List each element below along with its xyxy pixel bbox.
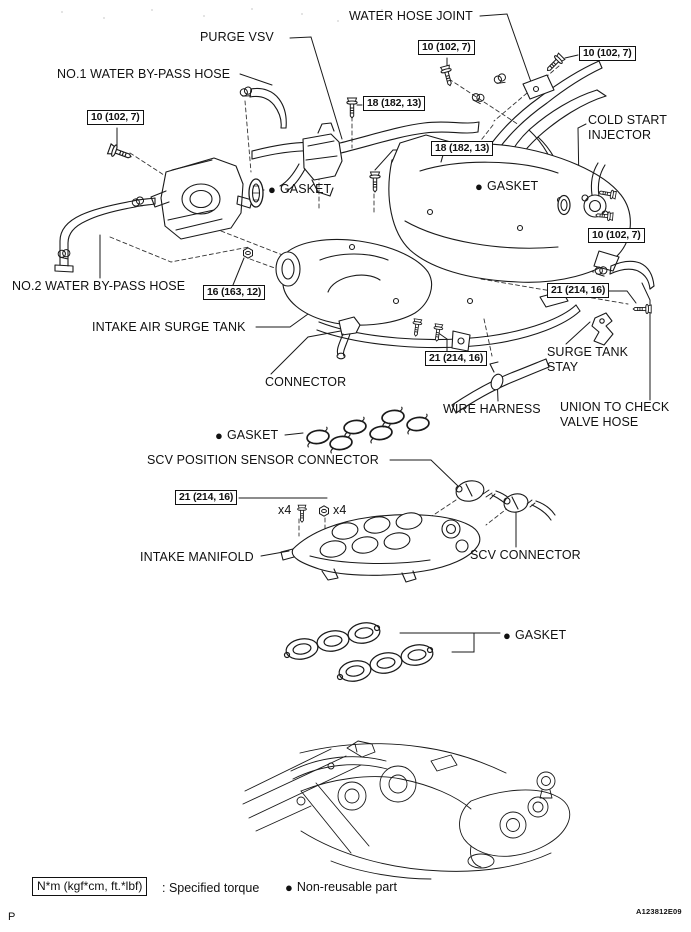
legend-torque-description: : Specified torque (162, 881, 260, 895)
torque-callout-surge-tank-bracket-bolt: 18 (182, 13) (431, 141, 493, 156)
torque-callout-water-joint-bolt-left: 10 (102, 7) (418, 40, 475, 55)
label-water-hose-joint: WATER HOSE JOINT (349, 9, 473, 23)
label-scv-position-sensor-connector: SCV POSITION SENSOR CONNECTOR (147, 453, 379, 467)
torque-callout-surge-tank-nut: 16 (163, 12) (203, 285, 265, 300)
legend-non-reusable-text: Non-reusable part (296, 880, 397, 894)
non-reusable-icon: ● (268, 182, 276, 197)
torque-callout-water-joint-bolt-right: 10 (102, 7) (579, 46, 636, 61)
torque-callout-purge-vsv-bolt: 18 (182, 13) (363, 96, 425, 111)
label-gasket-throttle (268, 182, 331, 197)
figure-code: A123812E09 (636, 907, 682, 916)
label-gasket-cold-start (475, 179, 538, 194)
label-wire-harness: WIRE HARNESS (443, 402, 541, 416)
gasket-label-text: GASKET (279, 182, 332, 196)
legend-non-reusable (285, 880, 397, 895)
torque-callout-intake-manifold-fasteners: 21 (214, 16) (175, 490, 237, 505)
label-nut-quantity-x4: x4 (333, 503, 347, 517)
torque-callout-cold-start-injector-bolt: 10 (102, 7) (588, 228, 645, 243)
label-gasket-orings (215, 428, 278, 443)
torque-callout-throttle-bolt: 10 (102, 7) (87, 110, 144, 125)
torque-callout-surge-tank-bolt: 21 (214, 16) (425, 351, 487, 366)
label-no2-water-bypass-hose: NO.2 WATER BY-PASS HOSE (12, 279, 186, 293)
label-purge-vsv: PURGE VSV (200, 30, 274, 44)
label-no1-water-bypass-hose: NO.1 WATER BY-PASS HOSE (57, 67, 231, 81)
non-reusable-icon: ● (475, 179, 483, 194)
label-union-to-check-valve-hose: UNION TO CHECK VALVE HOSE (560, 400, 670, 429)
legend-torque-unit-box: N*m (kgf*cm, ft.*lbf) (32, 877, 147, 896)
page-marker: P (8, 911, 16, 923)
gasket-label-text: GASKET (486, 179, 539, 193)
label-connector: CONNECTOR (265, 375, 347, 389)
label-intake-manifold: INTAKE MANIFOLD (140, 550, 254, 564)
label-surge-tank-stay: SURGE TANK STAY (547, 345, 629, 374)
gasket-label-text: GASKET (514, 628, 567, 642)
non-reusable-icon: ● (285, 880, 293, 895)
non-reusable-icon: ● (503, 628, 511, 643)
label-cold-start-injector: COLD START INJECTOR (588, 113, 667, 142)
label-gasket-intake-manifold (503, 628, 566, 643)
label-intake-air-surge-tank: INTAKE AIR SURGE TANK (92, 320, 246, 334)
gasket-label-text: GASKET (226, 428, 279, 442)
label-bolt-quantity-x4: x4 (278, 503, 292, 517)
torque-callout-union-bolt: 21 (214, 16) (547, 283, 609, 298)
non-reusable-icon: ● (215, 428, 223, 443)
label-scv-connector: SCV CONNECTOR (470, 548, 581, 562)
